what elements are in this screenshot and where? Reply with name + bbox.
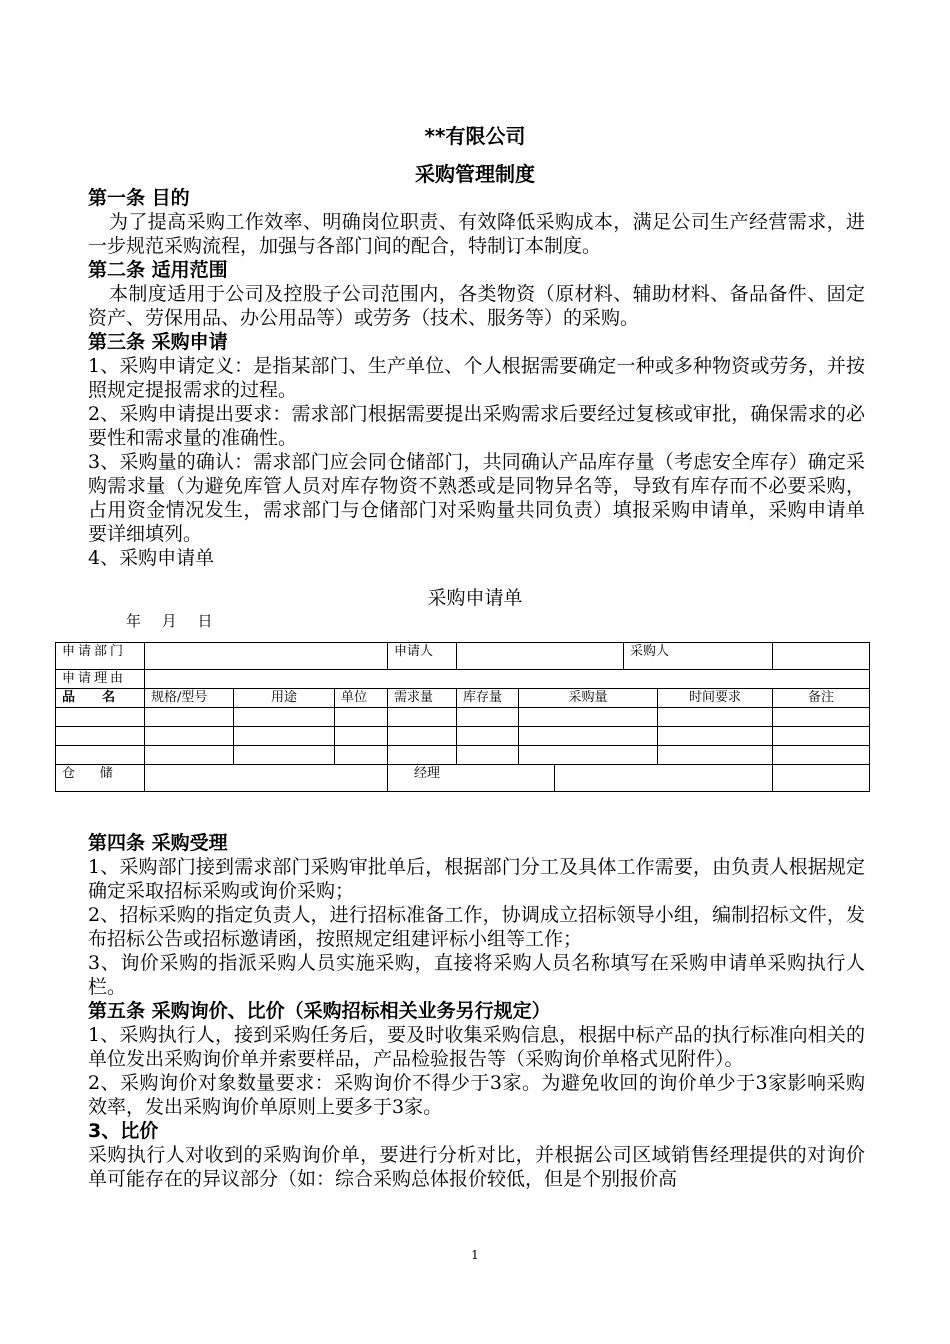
applicant-label: 申请人 xyxy=(388,643,457,670)
cell[interactable] xyxy=(145,708,234,727)
cell[interactable] xyxy=(335,708,388,727)
cell[interactable] xyxy=(335,727,388,746)
cell[interactable] xyxy=(773,746,870,765)
col-header-use: 用途 xyxy=(234,689,335,708)
section-heading: 第四条 采购受理 xyxy=(88,832,228,854)
cell[interactable] xyxy=(234,727,335,746)
cell[interactable] xyxy=(388,708,457,727)
col-header-stock: 库存量 xyxy=(457,689,519,708)
cell[interactable] xyxy=(773,708,870,727)
form-row-empty xyxy=(56,746,870,765)
cell[interactable] xyxy=(519,708,658,727)
buyer-field[interactable] xyxy=(773,643,870,670)
col-header-name: 品 名 xyxy=(56,689,145,708)
cell[interactable] xyxy=(457,746,519,765)
cell[interactable] xyxy=(658,727,773,746)
paragraph: 1、采购部门接到需求部门采购审批单后，根据部门分工及具体工作需要，由负责人根据规定确定采取招标采购或询价采购； xyxy=(88,856,865,902)
cell[interactable] xyxy=(145,746,234,765)
cell[interactable] xyxy=(388,727,457,746)
form-row-columns xyxy=(56,689,870,708)
dept-field[interactable] xyxy=(145,643,388,670)
cell[interactable] xyxy=(56,708,145,727)
form-row-reason xyxy=(56,670,870,689)
cell[interactable] xyxy=(773,727,870,746)
form-row-empty xyxy=(56,708,870,727)
paragraph: 2、采购询价对象数量要求：采购询价不得少于3家。为避免收回的询价单少于3家影响采购效率，发出采购询价单原则上要多于3家。 xyxy=(88,1072,865,1118)
section-heading: 第五条 采购询价、比价（采购招标相关业务另行规定） xyxy=(88,1000,551,1022)
col-header-time: 时间要求 xyxy=(658,689,773,708)
page-number: 1 xyxy=(471,1248,479,1262)
form-title: 采购申请单 xyxy=(427,587,523,609)
form-date: 年 月 日 xyxy=(126,612,221,630)
paragraph: 1、采购申请定义：是指某部门、生产单位、个人根据需要确定一种或多种物资或劳务，并按照规定提报需求的过程。 xyxy=(88,355,865,401)
manager-label: 经理 xyxy=(388,765,555,792)
col-header-unit: 单位 xyxy=(335,689,388,708)
warehouse-label: 仓 储 xyxy=(56,765,145,792)
col-header-purchase-qty: 采购量 xyxy=(519,689,658,708)
cell[interactable] xyxy=(519,746,658,765)
company-title: **有限公司 xyxy=(424,124,526,148)
paragraph: 为了提高采购工作效率、明确岗位职责、有效降低采购成本，满足公司生产经营需求，进一步规范采购流程，加强与各部门间的配合，特制订本制度。 xyxy=(88,211,865,257)
cell[interactable] xyxy=(519,727,658,746)
paragraph: 2、采购申请提出要求：需求部门根据需要提出采购需求后要经过复核或审批，确保需求的必要性和需求量的准确性。 xyxy=(88,403,865,449)
manager-field-extra[interactable] xyxy=(773,765,870,792)
body-section-top xyxy=(88,186,865,570)
col-header-demand: 需求量 xyxy=(388,689,457,708)
dept-label: 申请部门 xyxy=(56,643,145,670)
applicant-field[interactable] xyxy=(457,643,624,670)
paragraph: 本制度适用于公司及控股子公司范围内，各类物资（原材料、辅助材料、备品备件、固定资产、劳保用品、办公用品等）或劳务（技术、服务等）的采购。 xyxy=(88,283,865,329)
section-heading: 3、比价 xyxy=(88,1120,159,1142)
section-heading: 第一条 目的 xyxy=(88,187,190,209)
cell[interactable] xyxy=(388,746,457,765)
reason-field[interactable] xyxy=(145,670,870,689)
col-header-remark: 备注 xyxy=(773,689,870,708)
cell[interactable] xyxy=(457,727,519,746)
cell[interactable] xyxy=(234,708,335,727)
cell[interactable] xyxy=(145,727,234,746)
body-section-bottom xyxy=(88,831,865,1191)
warehouse-field[interactable] xyxy=(145,765,388,792)
reason-label: 申请理由 xyxy=(56,670,145,689)
col-header-spec: 规格/型号 xyxy=(145,689,234,708)
paragraph: 采购执行人对收到的采购询价单，要进行分析对比，并根据公司区域销售经理提供的对询价单可能存在的异议部分（如：综合采购总体报价较低，但是个别报价高 xyxy=(88,1144,865,1190)
cell[interactable] xyxy=(56,727,145,746)
paragraph: 1、采购执行人，接到采购任务后，要及时收集采购信息，根据中标产品的执行标准向相关的单位发出采购询价单并索要样品，产品检验报告等（采购询价单格式见附件）。 xyxy=(88,1024,865,1070)
paragraph: 2、招标采购的指定负责人，进行招标准备工作，协调成立招标领导小组，编制招标文件，发布招标公告或招标邀请函，按照规定组建评标小组等工作； xyxy=(88,904,865,950)
form-row-header-info xyxy=(56,643,870,670)
paragraph: 3、询价采购的指派采购人员实施采购，直接将采购人员名称填写在采购申请单采购执行人栏。 xyxy=(88,952,865,998)
form-row-empty xyxy=(56,727,870,746)
cell[interactable] xyxy=(56,746,145,765)
cell[interactable] xyxy=(658,708,773,727)
document-title: 采购管理制度 xyxy=(415,162,535,186)
paragraph: 3、采购量的确认：需求部门应会同仓储部门，共同确认产品库存量（考虑安全库存）确定采购需求量（为避免库管人员对库存物资不熟悉或是同物异名等，导致有库存而不必要采购，占用资金情况发生，需求部门与仓储部门对采购量共同负责）填报采购申请单，采购申请单要详细填列。 xyxy=(88,451,865,545)
purchase-request-form xyxy=(55,642,870,792)
cell[interactable] xyxy=(234,746,335,765)
cell[interactable] xyxy=(457,708,519,727)
section-heading: 第二条 适用范围 xyxy=(88,259,228,281)
section-heading: 第三条 采购申请 xyxy=(88,331,228,353)
form-row-signoff xyxy=(56,765,870,792)
manager-field[interactable] xyxy=(555,765,773,792)
cell[interactable] xyxy=(335,746,388,765)
cell[interactable] xyxy=(658,746,773,765)
paragraph: 4、采购申请单 xyxy=(88,547,215,569)
buyer-label: 采购人 xyxy=(624,643,773,670)
